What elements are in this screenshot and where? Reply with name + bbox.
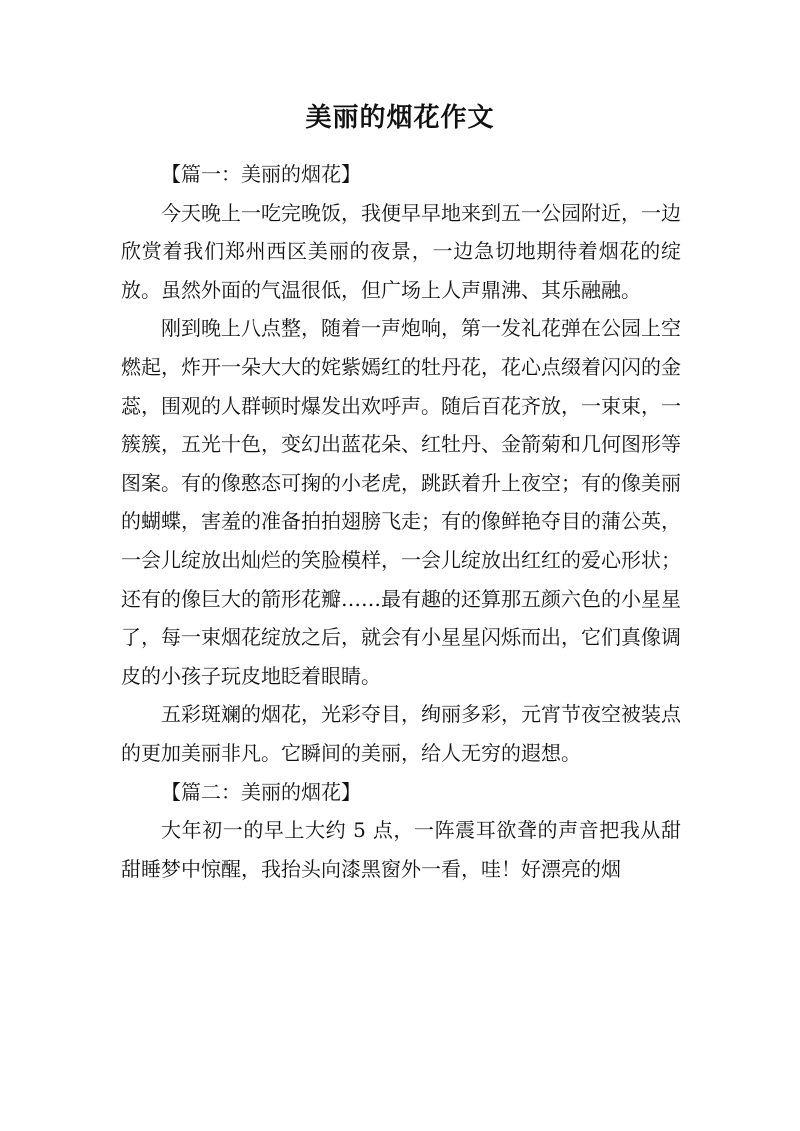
paragraph: 刚到晚上八点整，随着一声炮响，第一发礼花弹在公园上空燃起，炸开一朵大大的姹紫嫣红的牡丹花，花心点缀着闪闪的金蕊，围观的人群顿时爆发出欢呼声。随后百花齐放，一束束，一簇簇，五光十色，变幻出蓝花朵、红牡丹、金箭菊和几何图形等图案。有的像憨态可掬的小老虎，跳跃着升上夜空；有的像美丽的蝴蝶，害羞的准备拍拍翅膀飞走；有的像鲜艳夺目的蒲公英，一会儿绽放出灿烂的笑脸模样，一会儿绽放出红红的爱心形状；还有的像巨大的箭形花瓣……最有趣的还算那五颜六色的小星星了，每一束烟花绽放之后，就会有小星星闪烁而出，它们真像调皮的小孩子玩皮地眨着眼睛。 [121, 316, 681, 688]
paragraph: 今天晚上一吃完晚饭，我便早早地来到五一公园附近，一边欣赏着我们郑州西区美丽的夜景，一边急切地期待着烟花的绽放。虽然外面的气温很低，但广场上人声鼎沸、其乐融融。 [121, 200, 681, 302]
document-title: 美丽的烟花作文 [305, 103, 495, 133]
section-heading: 【篇一：美丽的烟花】 [161, 162, 361, 186]
paragraph: 大年初一的早上大约 5 点，一阵震耳欲聋的声音把我从甜甜睡梦中惊醒，我抬头向漆黑窗外一看，哇！好漂亮的烟 [121, 818, 681, 881]
document-body [121, 155, 681, 888]
paragraph: 五彩斑斓的烟花，光彩夺目，绚丽多彩，元宵节夜空被装点的更加美丽非凡。它瞬间的美丽，给人无穷的遐想。 [121, 702, 681, 765]
section-heading: 【篇二：美丽的烟花】 [161, 779, 361, 804]
